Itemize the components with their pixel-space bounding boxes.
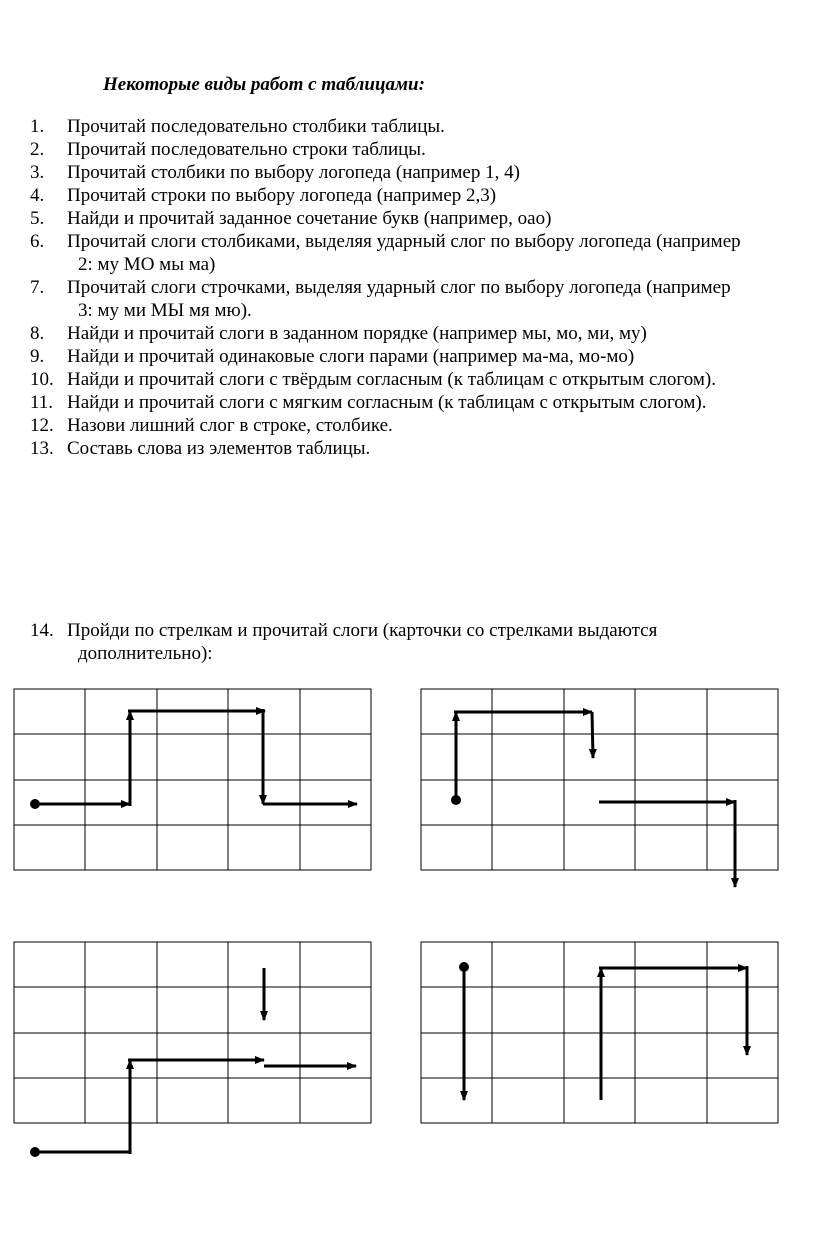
task-number: 13. bbox=[30, 438, 54, 459]
grid-table bbox=[14, 942, 371, 1123]
arrow-grid-1 bbox=[14, 689, 371, 870]
task-number: 10. bbox=[30, 369, 54, 390]
task-number: 11. bbox=[30, 392, 54, 413]
task-text-continuation: дополнительно): bbox=[78, 643, 213, 664]
task-text: Пройди по стрелкам и прочитай слоги (карточки со стрелками выдаются bbox=[67, 620, 658, 641]
task-text: Найди и прочитай слоги в заданном порядке (например мы, мо, ми, му) bbox=[67, 323, 647, 344]
arrow-grid-2 bbox=[421, 689, 778, 887]
grid-table bbox=[14, 689, 371, 870]
task-number: 4. bbox=[30, 185, 45, 206]
task-text-continuation: 3: му ми МЫ мя мю). bbox=[78, 300, 252, 321]
task-number: 14. bbox=[30, 620, 54, 641]
task-number: 6. bbox=[30, 231, 45, 252]
task-text: Прочитай слоги строчками, выделяя ударный слог по выбору логопеда (например bbox=[67, 277, 731, 298]
arrow-grid-4 bbox=[421, 942, 778, 1123]
task-text: Прочитай столбики по выбору логопеда (например 1, 4) bbox=[67, 162, 520, 183]
page-title: Некоторые виды работ с таблицами: bbox=[103, 74, 425, 95]
task-number: 9. bbox=[30, 346, 45, 367]
task-text: Прочитай последовательно столбики таблицы. bbox=[67, 116, 445, 137]
task-number: 8. bbox=[30, 323, 45, 344]
task-text: Найди и прочитай заданное сочетание букв (например, оао) bbox=[67, 208, 552, 229]
task-text: Прочитай слоги столбиками, выделяя ударный слог по выбору логопеда (например bbox=[67, 231, 741, 252]
task-number: 12. bbox=[30, 415, 54, 436]
task-number: 2. bbox=[30, 139, 45, 160]
task-text: Найди и прочитай слоги с твёрдым согласным (к таблицам с открытым слогом). bbox=[67, 369, 716, 390]
task-number: 3. bbox=[30, 162, 45, 183]
arrow-grid-3 bbox=[14, 942, 371, 1157]
task-text: Прочитай строки по выбору логопеда (например 2,3) bbox=[67, 185, 497, 206]
grid-table bbox=[421, 689, 778, 870]
task-text: Составь слова из элементов таблицы. bbox=[67, 438, 371, 459]
task-text: Найди и прочитай одинаковые слоги парами (например ма-ма, мо-мо) bbox=[67, 346, 635, 367]
task-number: 5. bbox=[30, 208, 45, 229]
task-text: Назови лишний слог в строке, столбике. bbox=[67, 415, 393, 436]
task-text-continuation: 2: му МО мы ма) bbox=[78, 254, 216, 275]
task-text: Прочитай последовательно строки таблицы. bbox=[67, 139, 426, 160]
task-text: Найди и прочитай слоги с мягким согласным (к таблицам с открытым слогом). bbox=[67, 392, 707, 413]
task-number: 7. bbox=[30, 277, 45, 298]
arrow bbox=[592, 712, 593, 758]
task-number: 1. bbox=[30, 116, 45, 137]
